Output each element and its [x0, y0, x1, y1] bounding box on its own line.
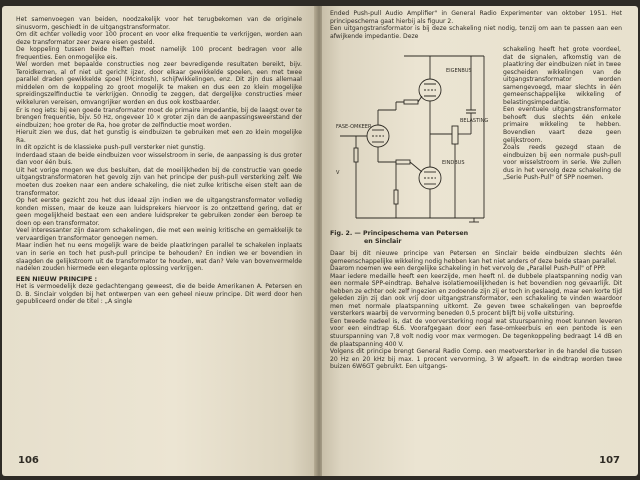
paragraph: Zoals reeds gezegd staan de eindbuizen bij een normale push-pull voor wisselstroom in serie. We zullen dus in het vervolg deze schakeling de „Serie Push-Pull" of SPP noemen.: [503, 144, 621, 182]
right-page: [322, 6, 638, 476]
paragraph: Maar indien het nu eens mogelijk ware de beide plaatkringen parallel te schakelen inplaats van in serie en toch het push-pull principe te behouden? En indien we er bovendien in slaagden de gelijkstroom uit de transformator te houden, wat dan? Vele van bovenvermelde nadelen zouden hiermede een elegante oplossing verkrijgen.: [16, 242, 302, 273]
right-page-column-text: [503, 46, 621, 182]
caption-line: en Sinclair: [364, 238, 402, 245]
paragraph: Wel worden met bepaalde constructies nog zeer bevredigende resultaten bereikt, bijv. Teroidkernen, al of niet uit gericht ijzer, door elkaar gewikkelde spoelen, een met twee parallel draden gewikkelde spoel (Mcintosh), schijfwikkelingen, enz. Dit zijn dus allemaal middelen om de koppeling zo groot mogelijk te maken en dus een zo klein mogelijke spreidingszelfinductie te verkrijgen. Onnodig te zeggen, dat dergelijke constructies meer wikkeluren vereisen, omvangrijker worden en dus ook kostbaarder.: [16, 61, 302, 107]
paragraph: Hieruit zien we dus, dat het gunstig is eindbuizen te gebruiken met een zo klein mogelijke Ra.: [16, 129, 302, 144]
paragraph: schakeling heeft het grote voordeel, dat de signalen, afkomstig van de plaatkring der eindbuizen niet in twee gescheiden wikkelingen van de uitgangstransformator worden samengevoegd, maar slechts in één gemeenschappelijke wikkeling of belastingsimpedantie.: [503, 46, 621, 106]
paragraph: Om dit echter volledig voor 100 procent en voor elke frequentie te verkrijgen, worden aan deze transformator zeer zware eisen gesteld.: [16, 31, 302, 46]
circuit-schematic: [334, 50, 498, 226]
paragraph: Veel interessanter zijn daarom schakelingen, die met een weinig kritische en gemakkelijk te vervaardigen transformator genoegen nemen.: [16, 227, 302, 242]
page-number: 107: [599, 455, 620, 466]
right-page-top-text: [330, 10, 622, 40]
paragraph: Uit het vorige mogen we dus besluiten, dat de moeilijkheden bij de constructie van goede uitgangstransformatoren het gevolg zijn van het principe der push-pull versterking zelf. We moeten dus zoeken naar een andere schakeling, die niet zulke kritische eisen stelt aan de transformator.: [16, 166, 302, 197]
paragraph: Een eventuele uitgangstransformator behoeft dus slechts één enkele primaire wikkeling te hebben. Bovendien vaart deze geen gelijkstroom.: [503, 106, 621, 144]
paragraph: In dit opzicht is de klassieke push-pull versterker niet gunstig.: [16, 144, 206, 152]
paragraph: Een uitgangstransformator is bij deze schakeling niet nodig, tenzij om aan te passen aan een afwijkende impedantie. Deze: [330, 25, 622, 40]
figure-caption: [330, 230, 502, 246]
left-page-text: [16, 16, 302, 306]
caption-line: Fig. 2. — Principeschema van Petersen: [330, 230, 469, 237]
circuit-figure: [334, 50, 498, 226]
paragraph: Inderdaad staan de beide eindbuizen voor wisselstroom in serie, de aanpassing is dus groter dan voor één buis.: [16, 151, 302, 167]
left-page: [2, 6, 316, 476]
label-fase-omkeer: FASE-OMKEER: [336, 124, 372, 130]
right-page-bottom-text: [330, 250, 622, 371]
paragraph: Daar bij dit nieuwe principe van Petersen en Sinclair beide eindbuizen slechts één gemeenschappelijke wikkeling nodig hebben kan het niet anders of deze beide staan parallel.: [330, 250, 622, 265]
paragraph: De koppeling tussen beide helften moet namelijk 100 procent bedragen voor alle frequenties. Een onmogelijke eis.: [16, 46, 302, 61]
label-eigenbus: EIGENBUS: [446, 68, 472, 74]
paragraph: Er is nog iets: bij een goede transformator moet de primaire impedantie, bij de laagst over te brengen frequentie, bijv. 50 Hz, ongeveer 10 × groter zijn dan de aanpassingsweerstand der eindbuizen; hoe groter de Ra, hoe groter de zelfinductie moet worden.: [16, 106, 302, 129]
label-eindbus: EINDBUS: [442, 160, 465, 166]
paragraph: Maar iedere medaille heeft een keerzijde, men heeft nl. de dubbele plaatspanning nodig van een normale SPP-eindtrap. Behalve isolatiemoeilijkheden is het bovendien nog gevaarlijk. Dit hebben ze echter ook zelf ingezien en zodoende zijn zij er toch in geslaagd, maar een korte tijd geleden zijn zij dan ook vrij door uitgangstransformator, een schakeling te vinden waardoor men met normale plaatspanning uitkomt. Ze geven twee schakelingen van beproefde versterkers waarbij de vervorming beneden 0,5 procent blijft bij volle uitsturing.: [330, 272, 622, 318]
label-v: V: [336, 170, 340, 176]
paragraph: Op het eerste gezicht zou het dus ideaal zijn indien we de uitgangstransformator volledig konden missen, maar de keuze aan luidsprekers hiervoor is zo ontzettend gering, dat er geen mogelijkheid bestaat een een andere luidspreker te gebruiken zonder een beroep te doen op een transformator.: [16, 197, 302, 227]
label-belasting: BELASTING: [460, 118, 489, 124]
page-number: 106: [18, 455, 39, 466]
section-heading: EEN NIEUW PRINCIPE :: [16, 274, 98, 283]
paragraph: Het is vermoedelijk deze gedachtengang geweest, die de beide Amerikanen A. Petersen en D. B. Sinclair volgden bij het ontwerpen van een geheel nieuw principe. Dit werd door hen gepubliceerd onder de titel : „A single: [16, 283, 302, 306]
paragraph: Ended Push-pull Audio Amplifier" in General Radio Experimenter van oktober 1951. Het principeschema gaat hierbij als figuur 2.: [330, 10, 622, 25]
paragraph: Het samenvoegen van beiden, noodzakelijk voor het terugbekomen van de originele sinusvorm, geschiedt in de uitgangstransformator.: [16, 16, 302, 31]
paragraph: Een tweede nadeel is, dat de voorversterking nogal wat stuurspanning moet kunnen leveren voor een eindtrap 6L6. Voorafgegaan door een fase-omkeerbuis en een pentode is een stuurspanning van 7,8 volt nodig voor max vermogen. De tegenkoppeling bedraagt 14 dB en de plaatspanning 400 V.: [330, 317, 622, 348]
paragraph: Volgens dit principe brengt General Radio Comp. een meetversterker in de handel die tussen 20 Hz en 20 kHz bij max. 1 procent vervorming, 3 W afgeeft. In de eindtrap worden twee buizen 6W6GT gebruikt. Een uitgangs-: [330, 348, 622, 371]
paragraph: Daarom noemen we een dergelijke schakeling in het vervolg de „Parallel Push-Pull" of PPP.: [330, 265, 606, 273]
